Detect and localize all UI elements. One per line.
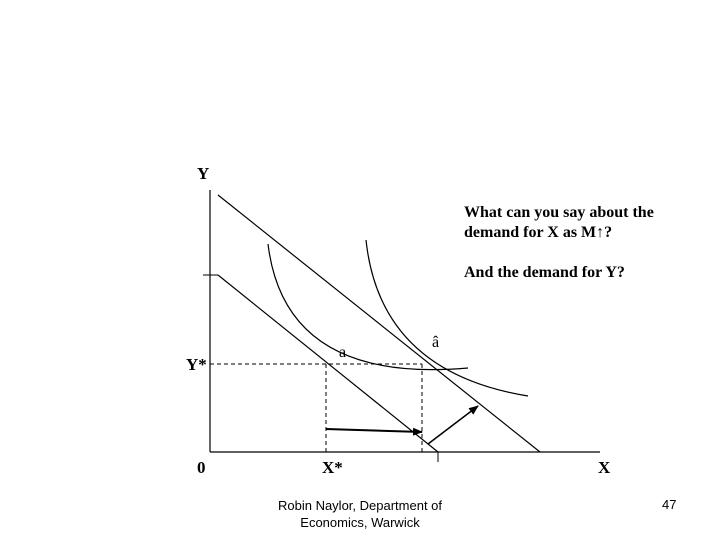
question-demand-x: What can you say about the demand for X as M↑? xyxy=(464,204,654,241)
budget-line-original xyxy=(218,275,438,452)
y-axis-label: Y xyxy=(197,164,210,183)
y-star-label: Y* xyxy=(186,355,207,374)
question-text xyxy=(464,203,694,283)
income-effect-arrow xyxy=(326,429,422,432)
demand-shift-arrow xyxy=(428,406,478,444)
origin-label: 0 xyxy=(197,458,206,477)
x-axis-label: X xyxy=(598,458,611,477)
footer-credit: Robin Naylor, Department of Economics, Warwick xyxy=(277,498,443,530)
point-a-hat-label: â xyxy=(432,334,440,351)
page-number: 47 xyxy=(662,497,677,512)
x-star-label: X* xyxy=(322,458,343,477)
question-demand-y: And the demand for Y? xyxy=(464,264,625,281)
point-a-label: a xyxy=(339,344,347,361)
